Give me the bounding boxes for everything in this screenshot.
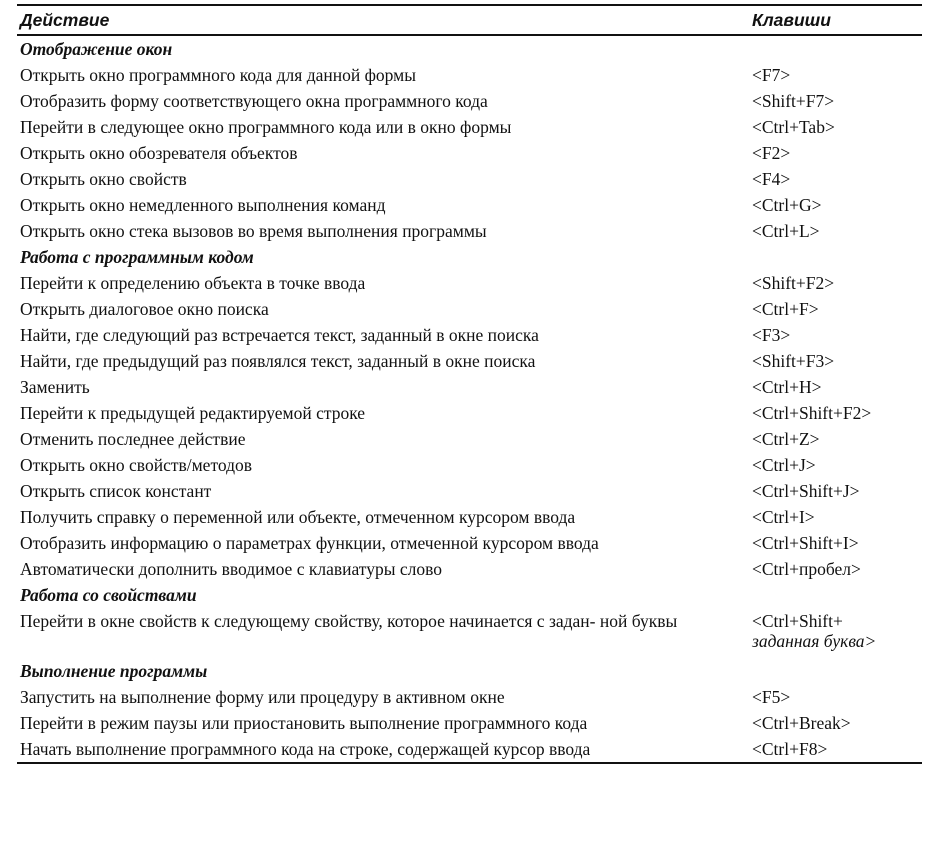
table-row — [17, 140, 922, 166]
table-row — [17, 684, 922, 710]
table-row — [17, 322, 922, 348]
keys-cell — [749, 452, 922, 478]
header-row — [17, 5, 922, 35]
keys-cell — [749, 140, 922, 166]
action-cell: Перейти к определению объекта в точке ввода — [20, 273, 366, 293]
key-combo: <Shift+F7> — [752, 91, 835, 111]
keys-cell — [749, 478, 922, 504]
keys-cell — [749, 608, 922, 658]
key-combo: <Ctrl+Shift+J> — [752, 481, 860, 501]
table-row — [17, 400, 922, 426]
table-row — [17, 452, 922, 478]
key-combo: <Ctrl+Tab> — [752, 117, 835, 137]
table-row — [17, 478, 922, 504]
key-combo: <Ctrl+F> — [752, 299, 819, 319]
keys-cell — [749, 374, 922, 400]
action-cell: Отменить последнее действие — [20, 429, 246, 449]
keys-cell — [749, 684, 922, 710]
key-combo: <Ctrl+Z> — [752, 429, 820, 449]
action-cell: Запустить на выполнение форму или процедуру в активном окне — [20, 687, 505, 707]
section-title: Работа с программным кодом — [20, 247, 254, 267]
keys-cell — [749, 166, 922, 192]
key-combo: <Ctrl+Shift+F2> — [752, 403, 872, 423]
key-combo: <Ctrl+F8> — [752, 739, 828, 759]
key-combo: <F3> — [752, 325, 791, 345]
action-cell: Найти, где предыдущий раз появлялся текст, заданный в окне поиска — [20, 351, 536, 371]
keys-cell — [749, 270, 922, 296]
key-combo: <Ctrl+H> — [752, 377, 822, 397]
table-row — [17, 736, 922, 763]
keys-cell — [749, 114, 922, 140]
table-row — [17, 114, 922, 140]
action-cell: Открыть список констант — [20, 481, 212, 501]
keys-cell — [749, 736, 922, 763]
section-row — [17, 244, 922, 270]
table-body — [17, 35, 922, 763]
table-row — [17, 530, 922, 556]
action-cell: Открыть окно свойств — [20, 169, 187, 189]
table-row — [17, 348, 922, 374]
shortcuts-table — [17, 4, 922, 764]
keys-cell — [749, 426, 922, 452]
table-row — [17, 374, 922, 400]
section-title: Работа со свойствами — [20, 585, 197, 605]
key-combo: <Ctrl+G> — [752, 195, 822, 215]
table-row — [17, 710, 922, 736]
section-row — [17, 35, 922, 62]
action-cell: Найти, где следующий раз встречается текст, заданный в окне поиска — [20, 325, 539, 345]
key-combo: <F7> — [752, 65, 791, 85]
keys-cell — [749, 218, 922, 244]
section-title: Отображение окон — [20, 39, 173, 59]
table-row — [17, 504, 922, 530]
action-cell: Отобразить форму соответствующего окна программного кода — [20, 91, 488, 111]
action-cell: Перейти к предыдущей редактируемой строке — [20, 403, 366, 423]
table-row — [17, 62, 922, 88]
action-cell: Открыть окно стека вызовов во время выполнения программы — [20, 221, 487, 241]
action-cell: Перейти в режим паузы или приостановить выполнение программного кода — [20, 713, 588, 733]
key-combo: <F5> — [752, 687, 791, 707]
action-cell: Заменить — [20, 377, 90, 397]
action-cell: Открыть окно обозревателя объектов — [20, 143, 298, 163]
action-cell: Перейти в окне свойств к следующему свойству, которое начинается с задан- ной буквы — [20, 611, 678, 631]
keys-cell — [749, 296, 922, 322]
table-row — [17, 270, 922, 296]
table-row — [17, 218, 922, 244]
section-title: Выполнение программы — [20, 661, 208, 681]
key-combo: <Ctrl+L> — [752, 221, 820, 241]
key-combo: <Ctrl+Shift+ — [752, 611, 843, 631]
action-cell: Открыть окно свойств/методов — [20, 455, 253, 475]
action-cell: Начать выполнение программного кода на строке, содержащей курсор ввода — [17, 736, 749, 763]
action-cell: Перейти в следующее окно программного кода или в окно формы — [20, 117, 512, 137]
keys-cell — [749, 192, 922, 218]
action-cell: Открыть окно программного кода для данной формы — [20, 65, 416, 85]
keys-cell — [749, 348, 922, 374]
key-combo: заданная буква> — [752, 631, 877, 651]
key-combo: <Ctrl+Break> — [752, 713, 851, 733]
table-row — [17, 556, 922, 582]
table-row — [17, 426, 922, 452]
key-combo: <Shift+F2> — [752, 273, 835, 293]
keys-cell — [749, 556, 922, 582]
key-combo: <Shift+F3> — [752, 351, 835, 371]
key-combo: <Ctrl+I> — [752, 507, 815, 527]
action-cell: Открыть диалоговое окно поиска — [20, 299, 269, 319]
key-combo: <F4> — [752, 169, 791, 189]
table-row — [17, 192, 922, 218]
keys-cell — [749, 530, 922, 556]
key-combo: <Ctrl+пробел> — [752, 559, 861, 579]
table-header — [17, 5, 922, 35]
action-cell: Получить справку о переменной или объекте, отмеченном курсором ввода — [20, 507, 576, 527]
keys-cell — [749, 322, 922, 348]
keys-cell — [749, 62, 922, 88]
table-row — [17, 88, 922, 114]
action-cell: Отобразить информацию о параметрах функции, отмеченной курсором ввода — [20, 533, 599, 553]
table-row — [17, 608, 922, 658]
header-keys: Клавиши — [749, 5, 922, 35]
keys-cell — [749, 504, 922, 530]
key-combo: <Ctrl+Shift+I> — [752, 533, 859, 553]
keys-cell — [749, 710, 922, 736]
key-combo: <Ctrl+J> — [752, 455, 816, 475]
keys-cell — [749, 400, 922, 426]
header-action: Действие — [17, 5, 749, 35]
table-row — [17, 296, 922, 322]
keys-cell — [749, 88, 922, 114]
action-cell: Автоматически дополнить вводимое с клавиатуры слово — [20, 559, 442, 579]
action-cell: Открыть окно немедленного выполнения команд — [20, 195, 386, 215]
key-combo: <F2> — [752, 143, 791, 163]
section-row — [17, 658, 922, 684]
table-row — [17, 166, 922, 192]
section-row — [17, 582, 922, 608]
